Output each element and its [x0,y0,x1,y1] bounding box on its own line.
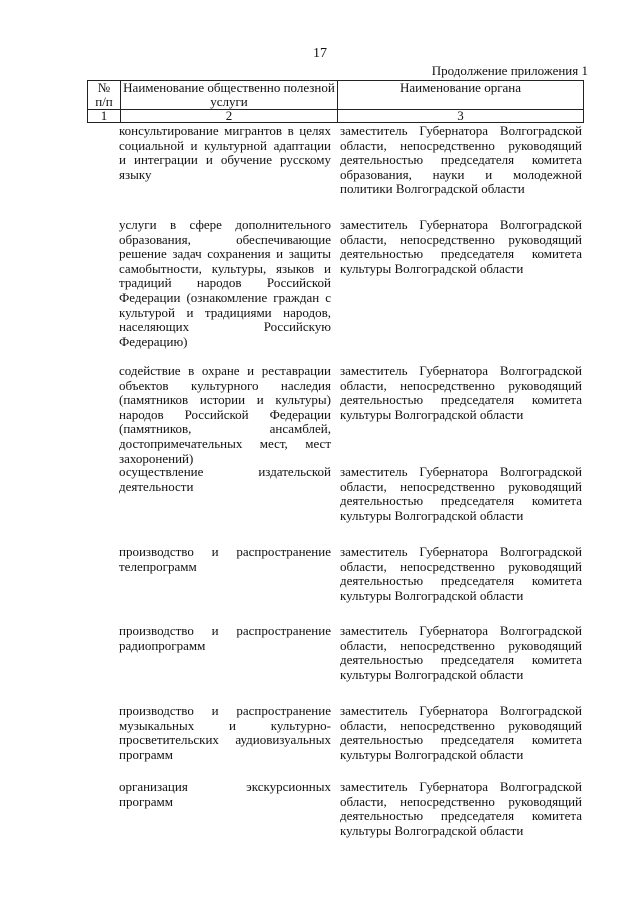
header-num-text: № п/п [95,80,113,109]
organ-cell: заместитель Губернатора Волгоградской области, непосредственно руководящий деятельностью председателя комитета культуры Волгоградской области [340,703,582,762]
column-index-1: 1 [88,110,121,123]
header-organ: Наименование органа [338,81,584,110]
column-index-row [88,110,584,123]
organ-cell: заместитель Губернатора Волгоградской области, непосредственно руководящий деятельностью председателя комитета культуры Волгоградской области [340,779,582,838]
continuation-note: Продолжение приложения 1 [431,63,588,78]
organ-cell: заместитель Губернатора Волгоградской области, непосредственно руководящий деятельностью председателя комитета образования, науки и молодежной политики Волгоградской области [340,123,582,197]
organ-cell: заместитель Губернатора Волгоградской области, непосредственно руководящий деятельностью председателя комитета культуры Волгоградской области [340,217,582,276]
header-num [88,81,121,110]
service-cell: содействие в охране и реставрации объектов культурного наследия (памятников истории и культуры) народов Российской Федерации (памятников, ансамблей, достопримечательных мест, мест захоронений) [119,363,331,466]
column-index-3: 3 [338,110,584,123]
service-cell: организация экскурсионных программ [119,779,331,809]
organ-cell: заместитель Губернатора Волгоградской области, непосредственно руководящий деятельностью председателя комитета культуры Волгоградской области [340,544,582,603]
header-row [88,81,584,110]
organ-cell: заместитель Губернатора Волгоградской области, непосредственно руководящий деятельностью председателя комитета культуры Волгоградской области [340,363,582,422]
service-cell: производство и распространение телепрограмм [119,544,331,574]
table-header [87,80,584,123]
organ-cell: заместитель Губернатора Волгоградской области, непосредственно руководящий деятельностью председателя комитета культуры Волгоградской области [340,464,582,523]
service-cell: осуществление издательской деятельности [119,464,331,494]
service-cell: производство и распространение музыкальных и культурно-просветительских аудиовизуальных программ [119,703,331,762]
service-cell: производство и распространение радиопрограмм [119,623,331,653]
service-cell: услуги в сфере дополнительного образования, обеспечивающие решение задач сохранения и защиты самобытности, культуры, языков и традиций народов Российской Федерации (ознакомление граждан с культурой и традициями народов, населяющих Российскую Федерацию) [119,217,331,349]
column-index-2: 2 [121,110,338,123]
page-number: 17 [313,46,327,61]
organ-cell: заместитель Губернатора Волгоградской области, непосредственно руководящий деятельностью председателя комитета культуры Волгоградской области [340,623,582,682]
header-service: Наименование общественно полезной услуги [121,81,338,110]
service-cell: консультирование мигрантов в целях социальной и культурной адаптации и интеграции и обучение русскому языку [119,123,331,182]
